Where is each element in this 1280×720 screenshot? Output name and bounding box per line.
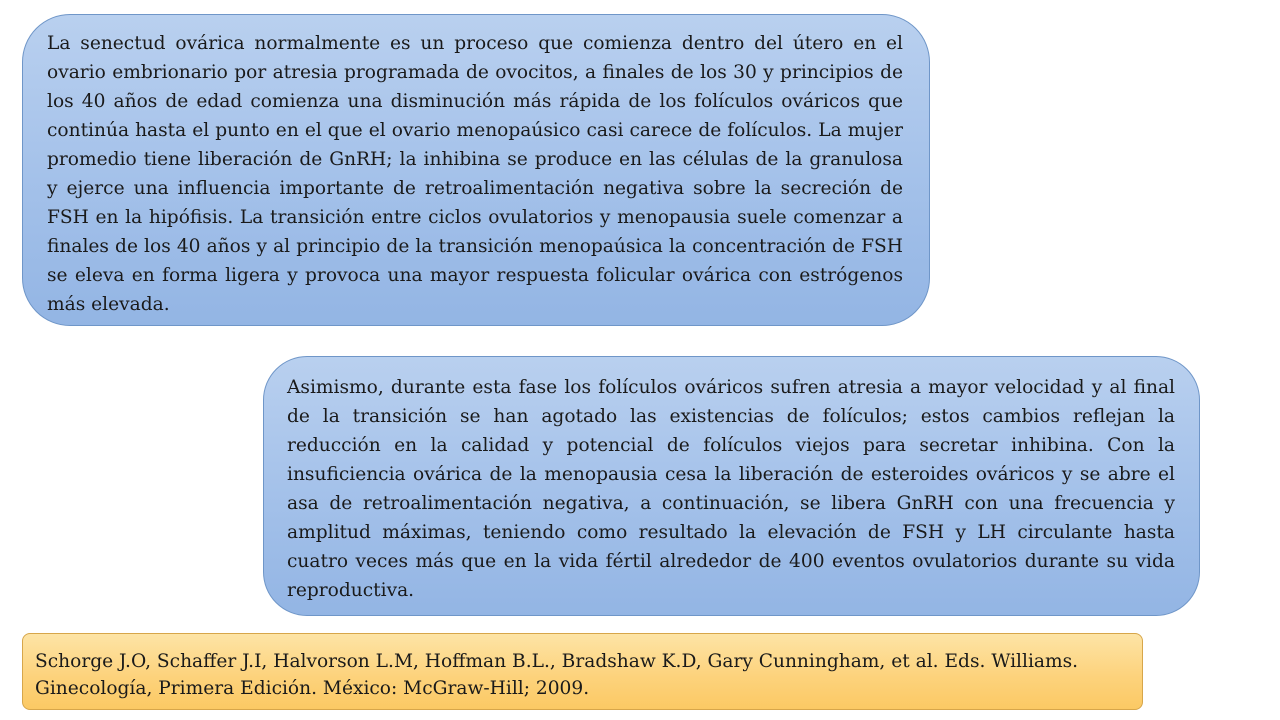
text-box-menopause-transition <box>263 356 1200 616</box>
paragraph-ovarian-senescence: La senectud ovárica normalmente es un proceso que comienza dentro del útero en el ovario embrionario por atresia programada de ovocitos, a finales de los 30 y principios de los 40 años de edad comienza una disminución más rápida de los folículos ováricos que continúa hasta el punto en el que el ovario menopaúsico casi carece de folículos. La mujer promedio tiene liberación de GnRH; la inhibina se produce en las células de la granulosa y ejerce una influencia importante de retroalimentación negativa sobre la secreción de FSH en la hipófisis. La transición entre ciclos ovulatorios y menopausia suele comenzar a finales de los 40 años y al principio de la transición menopaúsica la concentración de FSH se eleva en forma ligera y provoca una mayor respuesta folicular ovárica con estrógenos más elevada. <box>47 33 903 315</box>
paragraph-menopause-transition: Asimismo, durante esta fase los folículos ováricos sufren atresia a mayor velocidad y al final de la transición se han agotado las existencias de folículos; estos cambios reflejan la reducción en la calidad y potencial de folículos viejos para secretar inhibina. Con la insuficiencia ovárica de la menopausia cesa la liberación de esteroides ováricos y se abre el asa de retroalimentación negativa, a continuación, se libera GnRH con una frecuencia y amplitud máximas, teniendo como resultado la elevación de FSH y LH circulante hasta cuatro veces más que en la vida fértil alrededor de 400 eventos ovulatorios durante su vida reproductiva. <box>287 377 1175 601</box>
reference-line-2: Ginecología, Primera Edición. México: McGraw-Hill; 2009. <box>35 678 590 699</box>
reference-line-1: Schorge J.O, Schaffer J.I, Halvorson L.M, Hoffman B.L., Bradshaw K.D, Gary Cunningham, et al. Eds. Williams. <box>35 651 1079 672</box>
reference-citation <box>35 648 1130 702</box>
reference-box <box>22 633 1143 710</box>
text-box-ovarian-senescence <box>22 14 930 326</box>
